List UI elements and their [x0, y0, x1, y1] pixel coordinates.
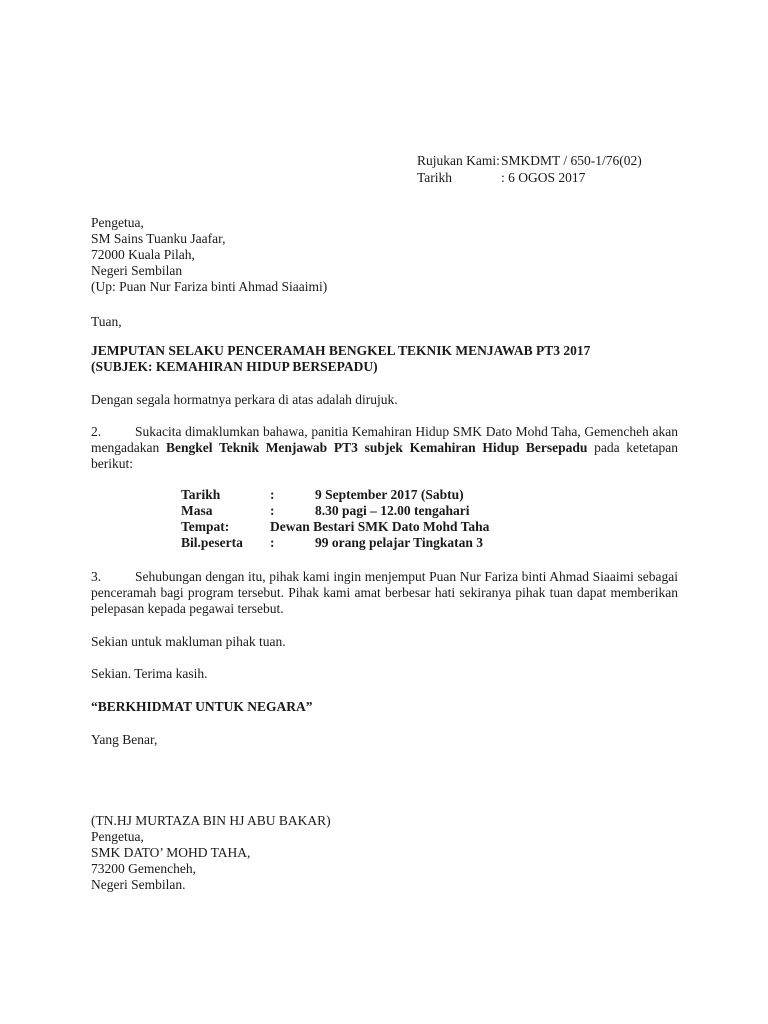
- paragraph-4: Sekian untuk makluman pihak tuan.: [91, 634, 286, 649]
- paragraph-text: Sehubungan dengan itu, pihak kami ingin menjemput Puan Nur Fariza binti Ahmad Siaaimi sebagai penceramah bagi program tersebut. Pihak kami amat berbesar hati sekiranya pihak tuan dapat memberikan pelepasan kepada pegawai tersebut.: [91, 569, 678, 616]
- recipient-line: Pengetua,: [91, 215, 144, 230]
- signatory-line: Pengetua,: [91, 829, 144, 844]
- recipient-line: 72000 Kuala Pilah,: [91, 247, 195, 262]
- paragraph-2: [91, 424, 678, 472]
- detail-separator: :: [270, 535, 275, 550]
- signatory-line: 73200 Gemencheh,: [91, 861, 196, 876]
- paragraph-text: pada ketetapan berikut:: [91, 440, 679, 471]
- detail-label: Tempat:: [181, 519, 230, 534]
- signatory-line: SMK DATO’ MOHD TAHA,: [91, 845, 251, 860]
- paragraph-number: 3.: [91, 569, 102, 584]
- paragraph-3: [91, 569, 678, 617]
- recipient-address: [91, 215, 678, 295]
- signatory-name: (TN.HJ MURTAZA BIN HJ ABU BAKAR): [91, 813, 331, 828]
- salutation: Tuan,: [91, 314, 122, 329]
- paragraph-1: Dengan segala hormatnya perkara di atas adalah dirujuk.: [91, 392, 398, 407]
- signatory-line: Negeri Sembilan.: [91, 877, 186, 892]
- recipient-line: SM Sains Tuanku Jaafar,: [91, 231, 226, 246]
- reference-number: [417, 153, 642, 169]
- subject-heading: [91, 343, 678, 375]
- reference-label: Rujukan Kami:: [417, 153, 500, 168]
- detail-label: Masa: [181, 503, 213, 518]
- recipient-line: Negeri Sembilan: [91, 263, 183, 278]
- detail-value: 99 orang pelajar Tingkatan 3: [315, 535, 484, 550]
- subject-line: (SUBJEK: KEMAHIRAN HIDUP BERSEPADU): [91, 359, 378, 374]
- paragraph-text: Sukacita dimaklumkan bahawa, panitia Kemahiran Hidup SMK Dato Mohd Taha, Gemencheh akan mengadakan: [91, 424, 678, 455]
- detail-separator: :: [270, 487, 275, 502]
- detail-label: Tarikh: [181, 487, 221, 502]
- paragraph-5: Sekian. Terima kasih.: [91, 666, 208, 681]
- detail-value: Dewan Bestari SMK Dato Mohd Taha: [270, 519, 490, 534]
- detail-label: Bil.peserta: [181, 535, 243, 550]
- motto: “BERKHIDMAT UNTUK NEGARA”: [91, 699, 313, 714]
- detail-value: 8.30 pagi – 12.00 tengahari: [315, 503, 470, 518]
- event-name: Bengkel Teknik Menjawab PT3 subjek Kemahiran Hidup Bersepadu: [165, 440, 588, 455]
- reference-value: SMKDMT / 650-1/76(02): [501, 153, 642, 168]
- date-value: : 6 OGOS 2017: [501, 170, 586, 185]
- subject-line: JEMPUTAN SELAKU PENCERAMAH BENGKEL TEKNIK MENJAWAB PT3 2017: [91, 343, 591, 358]
- date-label: Tarikh: [417, 170, 453, 185]
- detail-value: 9 September 2017 (Sabtu): [315, 487, 464, 502]
- closing: Yang Benar,: [91, 732, 158, 747]
- signatory-block: [91, 813, 678, 893]
- recipient-line: (Up: Puan Nur Fariza binti Ahmad Siaaimi): [91, 279, 328, 294]
- paragraph-number: 2.: [91, 424, 102, 439]
- detail-separator: :: [270, 503, 275, 518]
- letter-date: [417, 170, 585, 186]
